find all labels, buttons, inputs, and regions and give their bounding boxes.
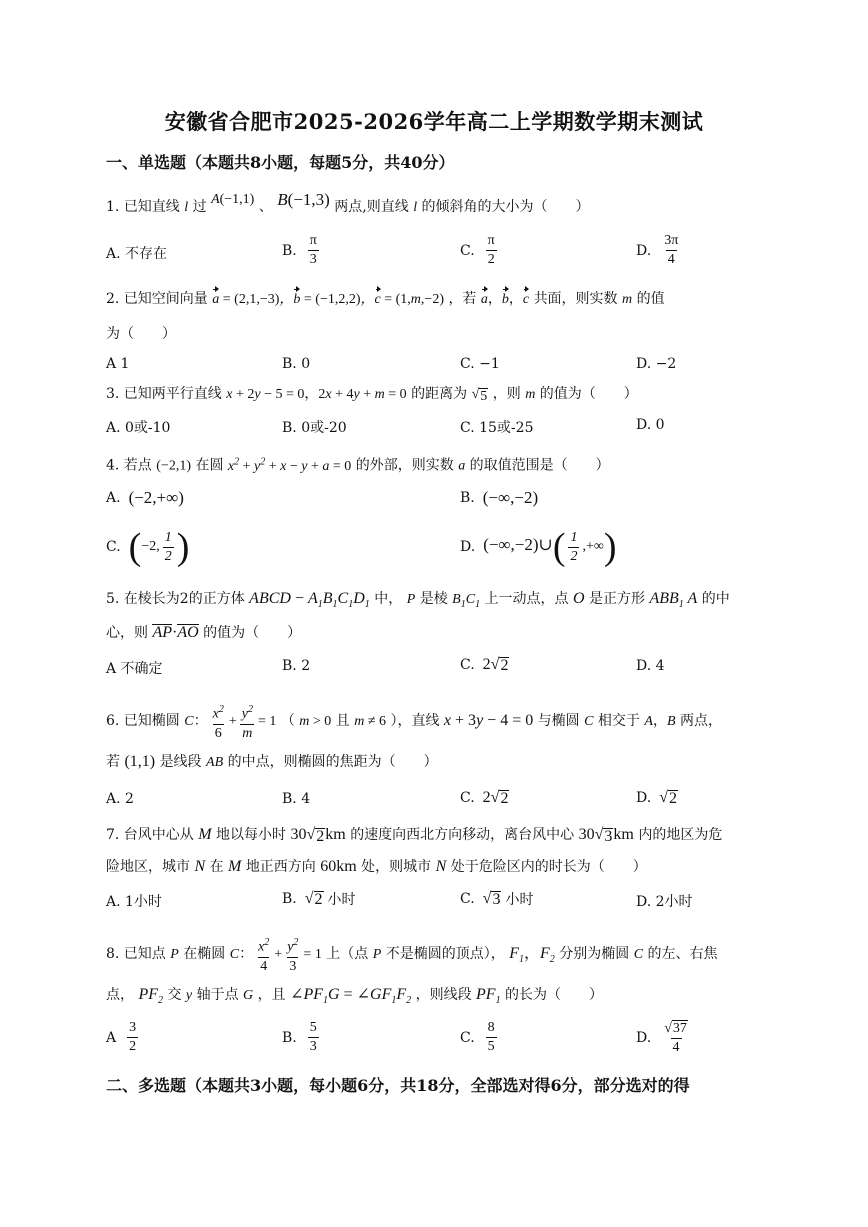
q8-option-d-value: √ 37 4 <box>664 1021 687 1055</box>
q5-dot-product: AP·AO <box>152 624 199 641</box>
q8-angle-condition: $\angle PF_1G$ = $\angle GF_1F_2$ <box>290 986 412 1007</box>
q8-option-d-label: D. <box>636 1030 652 1046</box>
q7-city-n: N <box>194 858 206 875</box>
q7-line-2-text: 险地区，城市 <box>106 859 190 875</box>
q5-text-4: 上一动点，点 <box>484 591 569 607</box>
q6-line-2-text-b: 是线段 <box>159 754 202 770</box>
q4-option-b-label: B. <box>460 490 475 506</box>
q6-text-6: 相交于 <box>597 713 640 730</box>
q8-line-2-text-c: 轴于点 <box>196 987 239 1003</box>
q4-text-4: 的取值范围是（ ） <box>469 457 610 474</box>
q3-option-b: B. 0或-20 <box>282 420 347 436</box>
q6-option-c-value: 2√ 2 <box>482 789 509 807</box>
q1-line-l-2: l <box>413 200 418 215</box>
q2-vector-a: a = (2,1,−3)，b = (−1,2,2)，c = (1,m,−2) <box>212 292 444 307</box>
q8-ellipse: C： $\frac{x^2}{4}$ + $\frac{y^2}{3}$ = 1 <box>229 937 322 974</box>
page-title: 安徽省合肥市2025-2026学年高二上学期数学期末测试 <box>164 109 704 134</box>
q1-line-l: l <box>184 200 189 215</box>
q5-point-p: P <box>406 592 416 607</box>
q8-line-2 <box>106 985 603 1011</box>
question-4 <box>106 452 610 477</box>
q4-text-2: 在圆 <box>195 457 224 474</box>
q5-text-3: 是棱 <box>419 591 448 607</box>
q8-line-2-text-e: ，则线段 <box>415 987 472 1003</box>
q4-option-b <box>460 488 538 508</box>
q2-text-2: ，若 <box>448 291 477 307</box>
q4-option-b-value: (−∞,−2) <box>482 488 539 507</box>
q4-text-3: 的外部，则实数 <box>355 457 454 474</box>
q7-option-b <box>282 889 356 909</box>
q3-option-a: A. 0或-10 <box>106 420 171 436</box>
q6-option-d-label: D. <box>636 790 652 806</box>
q8-option-d <box>636 1020 693 1056</box>
q8-text-6: 的左、右焦 <box>647 946 718 963</box>
q2-option-d: D. −2 <box>636 356 677 372</box>
q3-text-3: ，则 <box>492 386 521 402</box>
q8-text-3: 上（点 <box>326 946 369 963</box>
q1-text: 已知直线 <box>123 199 180 215</box>
q6-option-a: A. 2 <box>106 791 134 807</box>
q1-option-c <box>460 233 500 268</box>
q1-option-d-label: D. <box>636 242 652 259</box>
q7-option-c <box>460 889 533 909</box>
q6-line-2-text: 若 <box>106 754 120 770</box>
q5-option-c <box>460 656 509 674</box>
q8-line-2-text-b: 交 <box>167 987 182 1003</box>
q6-text-7: 两点， <box>679 713 722 730</box>
q4-option-c-label: C. <box>106 539 121 555</box>
q6-text-2: （ <box>280 713 295 730</box>
q8-text: 8. 已知点 <box>106 946 166 963</box>
q5-point-o: O <box>572 590 585 607</box>
q5-option-b: B. 2 <box>282 658 311 674</box>
q6-line-2 <box>106 752 438 773</box>
q6-ellipse: C： $\frac{x^2}{6}$ + $\frac{y^2}{m}$ = 1 <box>184 704 277 741</box>
q7-text: 7. 台风中心从 <box>106 827 194 843</box>
q4-option-a-label: A. <box>106 490 121 506</box>
q1-point-b: B(−1,3) <box>277 190 330 209</box>
q8-option-c-value: $\frac{8}{5}$ <box>487 1020 495 1054</box>
q2-var-m: m <box>622 292 633 307</box>
q7-point-m: M <box>198 826 212 843</box>
q1-option-b-label: B. <box>282 242 297 259</box>
q6-option-c-label: C. <box>460 790 475 806</box>
q7-option-c-label: C. <box>460 891 475 907</box>
q5-text-5: 是正方形 <box>588 591 645 607</box>
q8-option-c <box>460 1020 500 1055</box>
q6-condition-1: m > 0 <box>299 714 332 730</box>
q8-option-c-label: C. <box>460 1029 475 1046</box>
question-8 <box>106 935 717 975</box>
q1-option-c-label: C. <box>460 242 475 259</box>
q5-option-a: A 不确定 <box>106 661 163 677</box>
question-1 <box>106 190 590 218</box>
q4-option-c-value: (−2, $\frac{1}{2}$ ) <box>128 526 190 568</box>
q1-option-d <box>636 233 683 268</box>
q6-option-d-value: √ 2 <box>659 789 677 807</box>
q8-line-2-text-f: 的长为（ ） <box>505 987 604 1003</box>
question-2 <box>106 289 665 310</box>
q3-line-1: x + 2y − 5 = 0，2x + 4y + m = 0 <box>226 387 407 402</box>
q1-option-b-value: $\frac{\pi}{3}$ <box>309 233 317 267</box>
q5-text-6: 的中 <box>701 591 730 607</box>
q8-line-2-text-d: ，且 <box>257 987 286 1003</box>
q5-cube: ABCD − $A_1B_1C_1D_1$ <box>249 590 370 611</box>
q3-text-2: 的距离为 <box>411 386 468 402</box>
question-5 <box>106 589 730 615</box>
q3-text: 3. 已知两平行直线 <box>106 386 222 402</box>
q8-line-2-text: 点， <box>106 987 134 1003</box>
q8-option-b <box>282 1020 322 1055</box>
q4-option-a <box>106 488 184 508</box>
q5-option-c-label: C. <box>460 657 475 673</box>
q1-text-pass: 过 <box>192 199 207 215</box>
q1-sep: 、 <box>258 199 273 215</box>
q7-option-b-label: B. <box>282 891 297 907</box>
q7-city-n-2: N <box>435 858 447 875</box>
q2-text-4: 的值 <box>636 291 665 307</box>
q8-line-pf2: $PF_2$ <box>138 986 163 1007</box>
q7-line-2-text-b: 在 <box>209 859 224 875</box>
q1-number: 1. <box>106 199 120 215</box>
q1-text-post2: 的倾斜角的大小为（ ） <box>421 199 590 215</box>
q3-option-d: D. 0 <box>636 417 665 433</box>
q8-point-g: G <box>243 988 254 1003</box>
q8-text-2: 在椭圆 <box>183 946 226 963</box>
q6-text: 6. 已知椭圆 <box>106 713 180 730</box>
q5-square: $ABB_1$ A <box>649 590 698 611</box>
q3-distance: √ 5 <box>471 387 488 404</box>
q5-line-2-text: 心，则 <box>106 625 148 641</box>
q6-line-2-text-c: 的中点，则椭圆的焦距为（ ） <box>227 754 438 770</box>
q5-text: 5. 在棱长为2的正方体 <box>106 591 245 607</box>
q2-option-a: A 1 <box>106 356 130 372</box>
q8-axis-y: y <box>185 988 193 1003</box>
section-single-choice-heading: 一、单选题（本题共8小题，每题5分，共40分） <box>106 153 455 172</box>
q7-text-2: 地以每小时 <box>216 827 287 843</box>
q7-text-4: 内的地区为危 <box>638 827 723 843</box>
q6-segment: AB <box>206 755 224 770</box>
q1-option-b <box>282 233 322 268</box>
q4-point: (−2,1) <box>156 458 191 474</box>
q2-option-b: B. 0 <box>282 356 311 372</box>
q2-vectors-list: a，b，c <box>481 292 529 307</box>
q5-line-2-text-b: 的值为（ ） <box>203 625 302 641</box>
q4-option-d-value: (−∞,−2)∪( $\frac{1}{2}$ ,+∞) <box>483 526 617 568</box>
q1-option-a: A. 不存在 <box>106 246 168 262</box>
q8-c: C <box>633 947 644 963</box>
q3-text-4: 的值为（ ） <box>539 386 638 402</box>
q7-option-a: A. 1小时 <box>106 894 162 910</box>
question-7 <box>106 825 722 845</box>
q8-foci: $F_1$，$F_2$ <box>509 945 555 966</box>
q8-option-b-value: $\frac{5}{3}$ <box>309 1020 317 1054</box>
q7-line-2 <box>106 857 647 877</box>
q8-option-a-value: $\frac{3}{2}$ <box>129 1020 137 1054</box>
q8-segment: $PF_1$ <box>476 986 501 1007</box>
q8-option-a <box>106 1020 141 1055</box>
q4-circle-equation: $x^2 + y^2 + x - y + a = 0$ <box>227 456 352 474</box>
q8-point-p-2: P <box>372 947 382 963</box>
q4-option-d <box>460 528 617 566</box>
q8-option-a-label: A <box>106 1029 117 1046</box>
q5-edge: $B_1C_1$ <box>452 592 481 610</box>
q6-c: C <box>584 714 594 730</box>
q1-option-d-value: $\frac{3\pi}{4}$ <box>664 233 679 267</box>
q7-distance: 60km <box>320 858 357 875</box>
q6-text-5: 与椭圆 <box>537 713 580 730</box>
q1-point-a: A(−1,1) <box>211 192 255 207</box>
q7-line-2-text-d: 处，则城市 <box>361 859 432 875</box>
q3-option-c: C. 15或-25 <box>460 420 534 436</box>
q8-point-p: P <box>170 947 179 963</box>
question-3 <box>106 384 638 405</box>
q1-option-c-value: $\frac{\pi}{2}$ <box>487 233 495 267</box>
q6-midpoint: (1,1) <box>124 753 156 770</box>
q3-var-m: m <box>525 387 536 402</box>
q8-text-4: 不是椭圆的顶点）， <box>385 946 505 963</box>
q7-point-m-2: M <box>228 858 242 875</box>
q6-points: A，B <box>644 714 676 730</box>
q5-option-c-value: 2√ 2 <box>482 656 509 674</box>
q2-line-2: 为（ ） <box>106 326 176 342</box>
q7-option-d: D. 2小时 <box>636 894 693 910</box>
q5-option-d: D. 4 <box>636 658 665 674</box>
q6-option-c <box>460 789 509 807</box>
q2-number: 2. <box>106 291 120 307</box>
q6-option-b: B. 4 <box>282 791 311 807</box>
q8-option-b-label: B. <box>282 1029 297 1046</box>
q4-var-a: a <box>458 458 466 474</box>
q7-option-c-unit: 小时 <box>505 892 534 908</box>
q7-speed: 30√ 2 km <box>290 826 346 845</box>
question-6 <box>106 702 722 742</box>
q6-text-4: ），直线 <box>390 713 440 730</box>
q7-option-b-value: √ 2 <box>304 890 323 908</box>
q1-text-post: 两点,则直线 <box>334 199 409 215</box>
q4-text: 4. 若点 <box>106 457 152 474</box>
q7-line-2-text-c: 地正西方向 <box>245 859 316 875</box>
q2-text: 已知空间向量 <box>123 291 208 307</box>
q7-option-c-value: √ 3 <box>482 890 501 908</box>
q2-text-3: 共面，则实数 <box>533 291 618 307</box>
q7-option-b-unit: 小时 <box>327 892 356 908</box>
q5-text-2: 中， <box>374 591 403 607</box>
q5-line-2 <box>106 623 301 643</box>
q2-option-c: C. −1 <box>460 356 500 372</box>
q4-option-c <box>106 528 189 566</box>
q6-line: x + 3y − 4 = 0 <box>443 712 534 730</box>
q4-option-a-value: (−2,+∞) <box>128 488 184 507</box>
q7-line-2-text-e: 处于危险区内的时长为（ ） <box>450 859 647 875</box>
q4-option-d-label: D. <box>460 539 476 555</box>
q8-text-5: 分别为椭圆 <box>559 946 630 963</box>
q6-option-d <box>636 789 678 807</box>
q6-condition-2: m ≠ 6 <box>354 714 387 730</box>
q6-text-3: 且 <box>335 713 350 730</box>
section-multiple-choice-heading: 二、多选题（本题共3小题，每小题6分，共18分，全部选对得6分，部分选对的得 <box>106 1076 690 1095</box>
q7-radius: 30√ 3 km <box>578 826 634 845</box>
q7-text-3: 的速度向西北方向移动，离台风中心 <box>350 827 575 843</box>
